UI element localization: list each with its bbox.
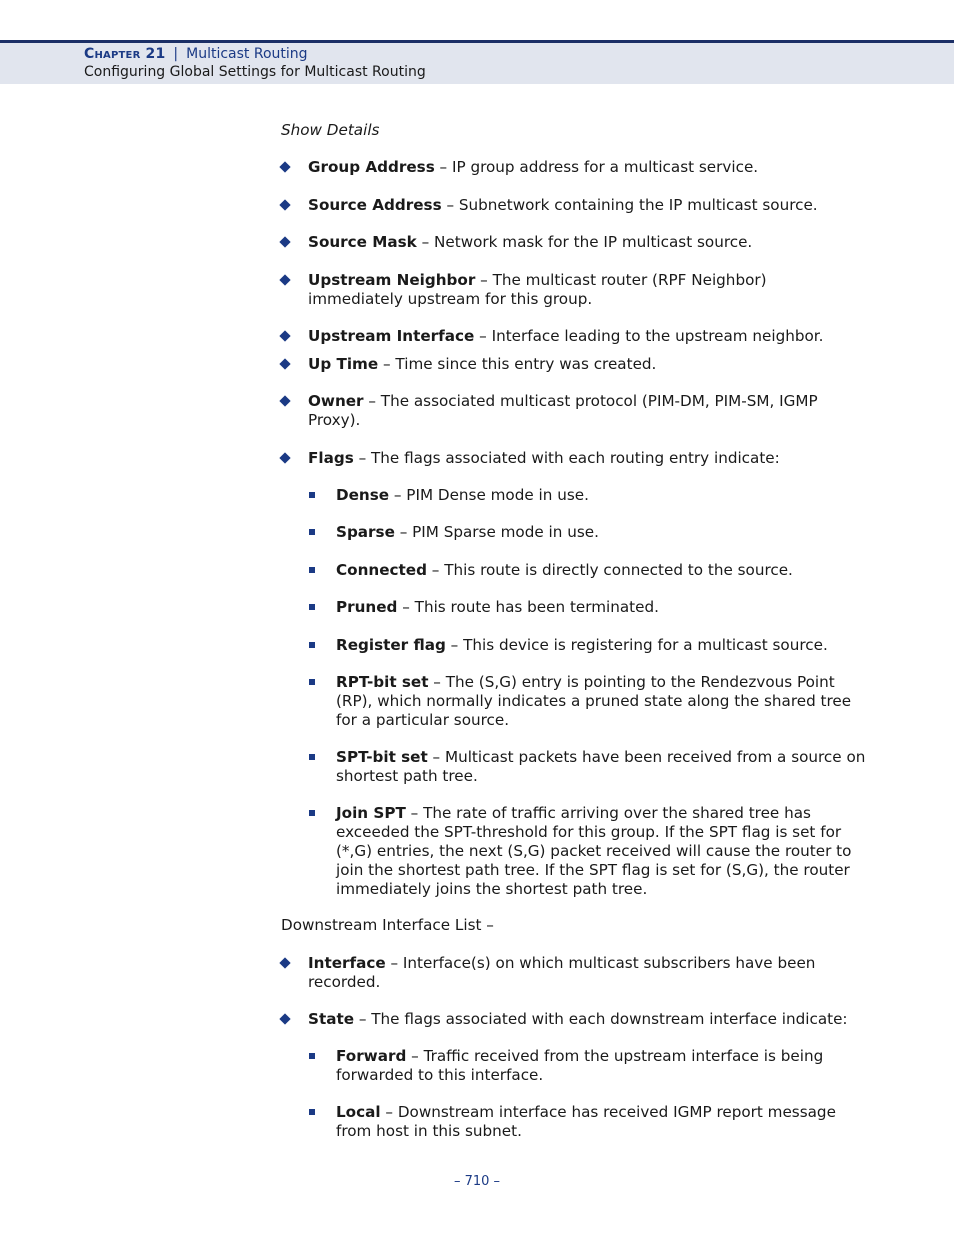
flag-term: Register flag xyxy=(336,636,446,654)
state-term: Local xyxy=(336,1103,381,1121)
diamond-bullet-icon xyxy=(279,236,290,247)
item-term: Interface xyxy=(308,954,386,972)
diamond-bullet-icon xyxy=(279,452,290,463)
downstream-interface-label: Downstream Interface List – xyxy=(281,916,494,934)
sub-list-item xyxy=(309,486,879,505)
item-term: Up Time xyxy=(308,355,379,373)
header-chapter-line xyxy=(84,46,308,63)
item-description: – Interface leading to the upstream neighbor. xyxy=(474,327,824,345)
flag-term: Join SPT xyxy=(336,804,406,822)
list-item xyxy=(281,1010,881,1029)
square-bullet-icon xyxy=(309,567,315,573)
square-bullet-icon xyxy=(309,604,315,610)
page-number: – 710 – xyxy=(453,1174,501,1189)
flag-term: Dense xyxy=(336,486,390,504)
item-description: – Network mask for the IP multicast source. xyxy=(416,233,753,251)
square-bullet-icon xyxy=(309,529,315,535)
list-item xyxy=(281,954,881,992)
item-term: Group Address xyxy=(308,158,435,176)
flag-description: – PIM Dense mode in use. xyxy=(389,486,589,504)
flag-description: – This route is directly connected to the source. xyxy=(426,561,793,579)
section-title: Configuring Global Settings for Multicast Routing xyxy=(84,64,426,80)
item-description: – Subnetwork containing the IP multicast source. xyxy=(441,196,818,214)
list-item xyxy=(281,355,881,374)
square-bullet-icon xyxy=(309,679,315,685)
list-item xyxy=(281,158,881,177)
diamond-bullet-icon xyxy=(279,161,290,172)
diamond-bullet-icon xyxy=(279,199,290,210)
state-term: Forward xyxy=(336,1047,407,1065)
item-term: Upstream Interface xyxy=(308,327,475,345)
square-bullet-icon xyxy=(309,1053,315,1059)
item-description: – IP group address for a multicast service. xyxy=(434,158,759,176)
sub-list-item xyxy=(309,673,879,730)
flag-term: Sparse xyxy=(336,523,395,541)
flag-description: – This device is registering for a multicast source. xyxy=(445,636,828,654)
flag-term: SPT-bit set xyxy=(336,748,428,766)
diamond-bullet-icon xyxy=(279,274,290,285)
flag-description: – Multicast packets have been received from a source on shortest path tree. xyxy=(336,748,866,785)
square-bullet-icon xyxy=(309,810,315,816)
item-term: Source Address xyxy=(308,196,442,214)
sub-list-item xyxy=(309,1103,879,1141)
flag-description: – PIM Sparse mode in use. xyxy=(394,523,599,541)
item-description: – The flags associated with each downstream interface indicate: xyxy=(354,1010,848,1028)
sub-list-item xyxy=(309,636,879,655)
page-header xyxy=(0,40,954,84)
flag-description: – This route has been terminated. xyxy=(397,598,659,616)
header-separator: | xyxy=(173,46,179,62)
diamond-bullet-icon xyxy=(279,395,290,406)
item-term: Source Mask xyxy=(308,233,417,251)
square-bullet-icon xyxy=(309,754,315,760)
item-description: – The multicast router (RPF Neighbor) immediately upstream for this group. xyxy=(308,271,767,308)
square-bullet-icon xyxy=(309,642,315,648)
square-bullet-icon xyxy=(309,492,315,498)
flag-term: RPT-bit set xyxy=(336,673,429,691)
list-item xyxy=(281,233,881,252)
diamond-bullet-icon xyxy=(279,330,290,341)
item-description: – The associated multicast protocol (PIM-DM, PIM-SM, IGMP Proxy). xyxy=(308,392,818,429)
state-description: – Downstream interface has received IGMP report message from host in this subnet. xyxy=(336,1103,836,1140)
sub-list-item xyxy=(309,748,879,786)
list-item xyxy=(281,327,881,346)
item-term: Flags xyxy=(308,449,354,467)
flag-term: Connected xyxy=(336,561,427,579)
diamond-bullet-icon xyxy=(279,957,290,968)
flag-description: – The rate of traffic arriving over the shared tree has exceeded the SPT-threshold for this group. If the SPT flag is set for (*,G) entries, the next (S,G) packet received will cause the router to join the shortest path tree. If the SPT flag is set for (S,G), the router immediately joins the shortest path tree. xyxy=(336,804,852,898)
item-term: State xyxy=(308,1010,355,1028)
item-term: Owner xyxy=(308,392,364,410)
item-description: – Interface(s) on which multicast subscribers have been recorded. xyxy=(308,954,816,991)
list-item xyxy=(281,271,881,309)
list-item xyxy=(281,196,881,215)
sub-list-item xyxy=(309,598,879,617)
flag-description: – The (S,G) entry is pointing to the Rendezvous Point (RP), which normally indicates a pruned state along the shared tree for a particular source. xyxy=(336,673,852,729)
show-details-heading: Show Details xyxy=(281,121,380,139)
item-description: – The flags associated with each routing entry indicate: xyxy=(353,449,780,467)
list-item xyxy=(281,392,881,430)
flag-term: Pruned xyxy=(336,598,398,616)
item-term: Upstream Neighbor xyxy=(308,271,476,289)
sub-list-item xyxy=(309,523,879,542)
sub-list-item xyxy=(309,804,879,899)
state-description: – Traffic received from the upstream interface is being forwarded to this interface. xyxy=(336,1047,824,1084)
sub-list-item xyxy=(309,561,879,580)
sub-list-item xyxy=(309,1047,879,1085)
square-bullet-icon xyxy=(309,1109,315,1115)
chapter-title: Multicast Routing xyxy=(186,46,308,62)
list-item xyxy=(281,449,881,468)
diamond-bullet-icon xyxy=(279,358,290,369)
diamond-bullet-icon xyxy=(279,1013,290,1024)
chapter-label: Chapter 21 xyxy=(84,46,166,62)
item-description: – Time since this entry was created. xyxy=(378,355,657,373)
